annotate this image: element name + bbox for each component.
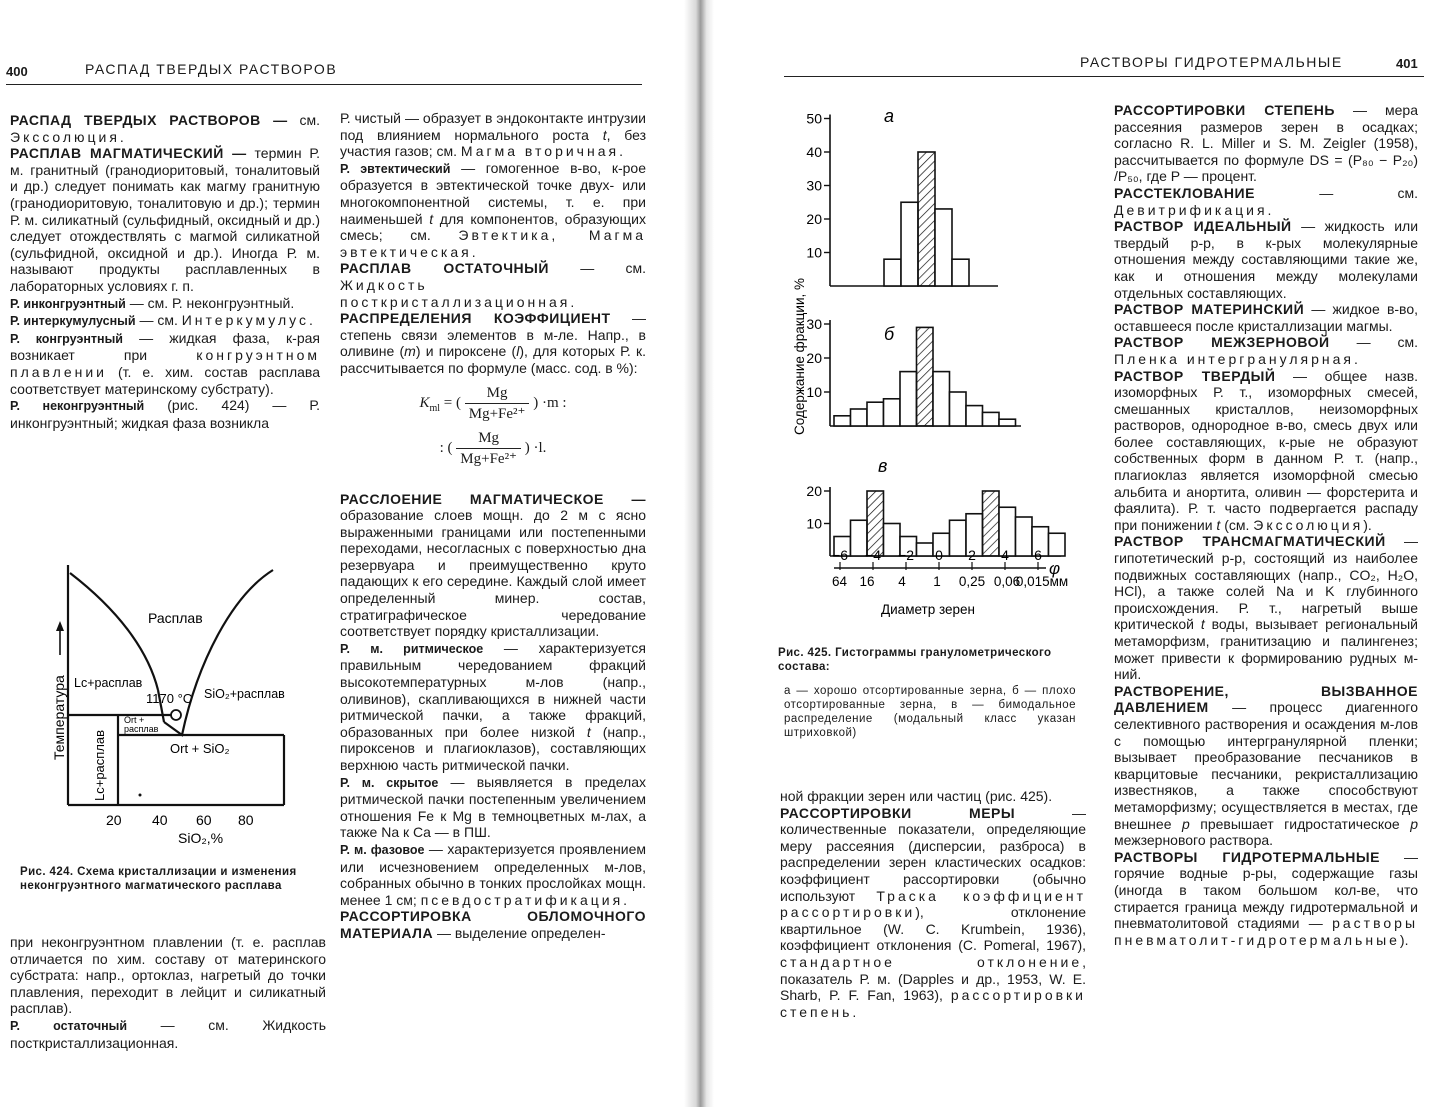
mm-tick-label: 64 <box>832 574 848 589</box>
y-axis-label: Температура <box>51 675 67 760</box>
entry-text: — количественные показатели, определяющие меру рассеяния (дисперсии, разброса) в распределении зерен кластических осадков: коэффициент рассортировки (обычно используют <box>780 804 1087 904</box>
variable-m: m <box>404 343 416 360</box>
headword: РАСТВОРЕНИЕ, ВЫЗВАННОЕ ДАВЛЕНИЕМ <box>1114 682 1418 716</box>
entry-text: для компонентов, образующих смесь; см. <box>340 210 646 244</box>
headword: РАССТЕКЛОВАНИЕ <box>1114 184 1255 201</box>
formula-equals: = <box>443 394 453 411</box>
entry-text: — гипотетический р-р, состоящий из наиболее подвижных составляющих (напр., CO₂, H₂O, HCl), а также солей Na и K глубинного происхождения. Р. т., нагретый выше критической <box>1114 533 1418 633</box>
entry-text: — характеризуется проявлением или исчезновением определенных м-лов, собранных обычно в тонких прослойках мощн. менее 1 см; <box>340 840 646 908</box>
entry <box>1114 368 1418 534</box>
subentry-term: Р. остаточный <box>10 1018 128 1033</box>
variable-t: t <box>1200 616 1205 633</box>
histogram-bar <box>950 520 967 556</box>
formula-operator: ·l. <box>533 439 547 456</box>
histogram-bar <box>1016 517 1033 556</box>
entry-text: — горячие водные р-ры, содержащие газы (иногда в таком большом кол-ве, что стирается граница между гидротермальной и пневматолитовой стадиями — <box>1114 848 1419 932</box>
entry-text: — см. <box>580 260 646 277</box>
x-tick: 40 <box>152 812 168 828</box>
subentry-term: Р. м. фазовое <box>340 842 425 857</box>
histogram-bar <box>884 259 901 286</box>
entry <box>10 397 320 431</box>
subentry-term: Р. м. ритмическое <box>340 641 484 656</box>
histogram-bar <box>901 202 918 286</box>
entry-text: Р. чистый — образует в эндоконтакте интрузии под влиянием нормального роста <box>340 110 646 143</box>
entry <box>340 841 646 908</box>
histogram-bar-modal <box>918 152 935 286</box>
histogram-bar <box>900 372 917 426</box>
header-rule <box>6 84 642 85</box>
page-number: 401 <box>1396 56 1418 71</box>
entry-text: — жидкая фаза, к-рая возникает при <box>10 329 321 364</box>
y-tick-label: 10 <box>806 244 822 261</box>
phi-tick-label: −6 <box>832 547 848 563</box>
entry-text: — жидкое в-во, оставшееся после кристаллизации магмы. <box>1114 301 1419 334</box>
label-sio2-melt: SiO₂+расплав <box>204 687 285 701</box>
entry <box>340 160 646 261</box>
histogram-bar <box>952 259 969 286</box>
label-lc-melt-vertical: Lc+расплав <box>92 729 107 801</box>
entry <box>780 805 1086 1021</box>
variable-t: t <box>1216 516 1221 533</box>
panel-label-b: б <box>884 324 895 344</box>
histogram-bar <box>933 372 950 426</box>
headword: РАСТВОР ТРАНСМАГМАТИЧЕСКИЙ <box>1114 533 1386 550</box>
cross-reference: конгруэнтном плавлении <box>10 347 320 380</box>
headword: РАСТВОРЫ ГИДРОТЕРМАЛЬНЫЕ <box>1114 848 1380 865</box>
x-tick: 80 <box>238 812 254 828</box>
subentry-term: Р. конгруэнтный <box>10 331 123 346</box>
entry <box>1114 334 1418 367</box>
headword: РАСПЛАВ МАГМАТИЧЕСКИЙ — <box>10 145 247 162</box>
entry <box>340 260 646 310</box>
entry-text: ) и пироксене ( <box>415 343 517 360</box>
entry-text: — общее назв. изоморфных Р. т., изоморфных смесей, смешанных кристаллов, неизоморфных растворов, однородное в-во, смесь двух или более составляющих, к-рые не образуют собственных форм в данном Р. т. (напр., плагиоклаз является изоморфной смесью альбита и анортита, оливин — форстерита и фаялита). Р. т. часто подвергается распаду при понижении <box>1114 367 1419 533</box>
cross-reference: Девитрификация. <box>1114 201 1275 218</box>
entry-text: — см. Р. неконгруэнтный. <box>129 294 295 311</box>
y-tick-label: 10 <box>806 384 822 400</box>
cross-reference: Эксcолюция. <box>10 128 127 145</box>
header-rule <box>784 76 1424 77</box>
entry <box>340 908 646 941</box>
entry-text: — см. Жидкость посткристаллизационная. <box>10 1016 327 1051</box>
entry-text: (см. <box>1224 516 1250 533</box>
mm-tick-label: 1 <box>933 574 941 589</box>
formula-fraction <box>465 383 530 424</box>
entry-text: — характеризуется правильным чередованием фракций высокотемпературных м-лов (напр., оливинов), скапливающихся в нижней части ритмической пачки, а также фракций, образованных при более низкой <box>340 639 646 740</box>
left-column-1-continued <box>10 934 326 1051</box>
entry <box>1114 218 1418 301</box>
entry-continuation: ной фракции зерен или частиц (рис. 425). <box>780 788 1053 804</box>
mm-tick-label: 0,06 <box>993 574 1021 589</box>
figure-424-phase-diagram <box>48 555 298 855</box>
y-tick-label: 30 <box>806 316 822 332</box>
histogram-bar <box>983 412 1000 426</box>
figure-425-histograms <box>776 90 1076 630</box>
histogram-bar <box>834 416 851 426</box>
cross-reference: стандартное отклонение <box>780 953 1083 970</box>
phi-tick-label: 0 <box>935 547 943 563</box>
subentry-term: Р. инконгруэнтный <box>10 296 126 311</box>
entry <box>340 110 646 160</box>
headword: РАСПАД ТВЕРДЫХ РАСТВОРОВ — <box>10 112 288 128</box>
mm-tick-label: 0,25 <box>958 574 986 589</box>
y-tick-label: 20 <box>806 483 822 499</box>
entry-text: — см. <box>139 312 178 329</box>
entry <box>1114 102 1418 185</box>
entry-text: ). <box>1399 931 1409 948</box>
entry-text: , показатель Р. м. (Dapples и др., 1953, W. E. Sharb, P. F. Fan, 1963), <box>780 953 1086 1004</box>
entry <box>1114 185 1418 218</box>
entry-text: — гомогенное в-во, к-рое образуется в эвтектической точке двух- или многокомпонентной системы, т. е. при наименьшей <box>340 159 647 227</box>
y-tick-label: 40 <box>806 144 822 160</box>
right-page <box>712 0 1431 1107</box>
figure-425-legend: а — хорошо отсортированные зерна, б — плохо отсортированные зерна, в — бимодальное распределение (модальный класс указан штриховкой) <box>784 685 1076 739</box>
headword: РАСПРЕДЕЛЕНИЯ КОЭФФИЦИЕНТ <box>340 310 611 327</box>
formula-symbol: K <box>419 394 430 411</box>
cross-reference: Пленка интергранулярная. <box>1114 350 1361 367</box>
cross-reference: псевдостратификация. <box>420 891 631 908</box>
panel-label-c: в <box>878 456 888 476</box>
histogram-bar-modal <box>983 491 1000 556</box>
entry-text: — выделение определен- <box>436 924 606 941</box>
running-head: РАСТВОРЫ ГИДРОТЕРМАЛЬНЫЕ <box>1080 54 1343 70</box>
peritectic-point <box>171 710 181 720</box>
liquidus-silica-curve <box>164 570 273 735</box>
mm-tick-label: 4 <box>898 574 906 589</box>
label-ort-melt: Ort + <box>124 715 145 725</box>
cross-reference: Интеркумулус. <box>181 312 316 329</box>
entry <box>10 1017 326 1051</box>
cross-reference: Эксcолюция <box>1253 516 1364 533</box>
entry-text: термин Р. м. гранитный (гранодиоритовый, тоналитовый и др.) следует понимать как магму гранитную (гранодиоритовую, тоналитовую и др.); термин Р. м. силикатный (сульфидный, оксидный и др.) следует отождествлять с магмой силикатной (сульфидной, оксидной и др.). Иногда Р. м. называют продукты расплавленных в лабораторных условиях г. п. <box>10 145 321 294</box>
y-tick-label: 30 <box>806 177 822 194</box>
headword: РАСТВОР МЕЖЗЕРНОВОЙ <box>1114 334 1330 351</box>
mm-tick-label: 0,015мм <box>1015 574 1069 589</box>
headword: РАСТВОР ТВЕРДЫЙ <box>1114 367 1276 384</box>
headword: РАСТВОР МАТЕРИНСКИЙ <box>1114 301 1305 318</box>
phi-tick-label: 2 <box>968 547 976 563</box>
x-axis-label: Диаметр зерен <box>881 602 975 617</box>
entry-text: — выявляется в пределах ритмической пачки постепенным увеличением отношения Fe к Mg в темноцветных м-лах, а также Na к Ca — в ПШ. <box>340 773 646 841</box>
y-tick-label: 50 <box>806 110 822 127</box>
subentry-term: Р. неконгруэнтный <box>10 399 145 414</box>
headword: РАСПЛАВ ОСТАТОЧНЫЙ <box>340 260 549 277</box>
entry-text: — мера рассеяния размеров зерен в осадках; согласно R. L. Miller и S. M. Zeigler (1958), рассчитывается по формуле DS = (P₈₀ − P₂₀) /P₅₀, где P — процент. <box>1114 102 1419 185</box>
temperature-arrowhead <box>56 621 64 631</box>
histogram-bars-group <box>806 111 1068 590</box>
headword: РАССОРТИРОВКА ОБЛОМОЧНОГО МАТЕРИАЛА <box>340 908 646 941</box>
numerator: Mg <box>465 383 530 404</box>
left-column-2 <box>340 110 646 942</box>
histogram-bar <box>950 392 967 426</box>
histogram-bar-modal <box>917 327 934 426</box>
entry-text: — жидкость или твердый р-р, в к-рых молекулярные отношения между составляющими такие же, как и отношения между молекулами отдельных составляющих. <box>1114 218 1419 301</box>
entry <box>10 145 320 294</box>
entry <box>340 774 646 841</box>
variable-t: t <box>586 723 591 740</box>
variable-p: p <box>1181 815 1190 832</box>
cross-reference: Жидкость посткристаллизационная. <box>340 276 578 310</box>
histogram-bar <box>1049 533 1066 556</box>
entry <box>1114 849 1418 949</box>
label-peritectic-temp: 1170 °C <box>146 691 193 706</box>
entry <box>340 310 646 376</box>
liquidus-leucite-curve <box>70 573 158 690</box>
formula-subscript: ml <box>429 402 441 414</box>
histogram-bar <box>867 402 884 426</box>
entry-text: превышает гидростатическое <box>1200 815 1400 832</box>
label-ort-melt: расплав <box>124 724 159 734</box>
histogram-bar <box>999 419 1016 426</box>
entry-text: воды, вызывает региональный метаморфизм, гранитизацию и палингенез; может привести к формированию рудных м-ний. <box>1114 616 1418 683</box>
entry-text: (т. е. хим. состав расплава соответствует материнскому субстрату). <box>10 363 320 397</box>
histogram-bar <box>917 543 934 556</box>
x-tick: 20 <box>106 812 122 828</box>
headword: РАССОРТИРОВКИ СТЕПЕНЬ <box>1114 102 1335 118</box>
numerator: Mg <box>456 428 521 449</box>
cross-reference: растворы пневматолит-гидротермальные <box>1114 915 1419 948</box>
phi-tick-label: −4 <box>865 547 881 563</box>
entry-text: — см. <box>1356 334 1419 351</box>
left-column-1 <box>10 112 320 431</box>
y-tick-label: 20 <box>806 350 822 366</box>
entry-text: межзернового раствора. <box>1114 832 1274 849</box>
subentry-term: Р. интеркумулусный <box>10 314 136 329</box>
entry <box>10 295 320 313</box>
label-lc-melt: Lc+расплав <box>74 676 143 690</box>
variable-t: t <box>602 126 607 143</box>
page-number: 400 <box>6 64 28 79</box>
subentry-term: Р. м. скрытое <box>340 775 439 790</box>
right-column-1 <box>780 788 1086 1020</box>
label-ort-sio2: Ort + SiO₂ <box>170 741 230 756</box>
y-tick-label: 20 <box>806 211 822 227</box>
histogram-bar <box>935 209 952 286</box>
subentry-term: Р. эвтектический <box>340 161 451 176</box>
phi-symbol: φ <box>1049 559 1061 578</box>
entry <box>1114 683 1418 849</box>
formula-operator: ·m : <box>541 394 567 411</box>
partition-coefficient-formula: $K_{ml}$ = ( $\frac{Mg}{\text{Mg+Fe²⁺}}$ ) ·m : : ( $\frac{Mg}{\text{Mg+Fe²⁺}}$ ) ·l. <box>419 384 567 467</box>
label-melt: Расплав <box>148 610 203 626</box>
x-tick: 60 <box>196 812 212 828</box>
denominator: Mg+Fe²⁺ <box>468 405 526 422</box>
formula-fraction <box>456 428 521 469</box>
denominator: Mg+Fe²⁺ <box>460 450 517 467</box>
phi-tick-label: 6 <box>1034 547 1042 563</box>
entry-text: (напр., пироксенов и плагиоклазов), составляющих верхнюю часть ритмической пачки. <box>340 723 647 773</box>
entry <box>10 312 320 330</box>
entry-text: ). <box>1363 516 1372 533</box>
phi-tick-label: 4 <box>1001 547 1009 563</box>
entry <box>340 491 646 640</box>
y-axis-label: Содержание фракции, % <box>792 278 807 435</box>
figure-424-caption <box>20 865 326 893</box>
entry <box>10 112 320 145</box>
histogram-bar <box>966 406 983 426</box>
entry-text: образование слоев мощн. до 2 м с ясно выраженными границами или постепенными переходами, несогласных с поверхностью дна резервуара и преимущественно круто падающих к его середине. Каждый слой имеет определенный минер. состав, стратиграфическое чередование соответствует порядку кристаллизации. <box>340 507 646 640</box>
y-tick-label: 10 <box>806 515 822 532</box>
entry-text: ), отклонение квартильное (W. C. Krumbein, 1936), коэффициент отклонения (C. Pomeral, 1967), <box>780 904 1086 954</box>
cross-reference: Траска коэффициент рассортировки <box>780 887 1086 921</box>
right-column-2 <box>1114 102 1418 948</box>
caption-text: Рис. 425. Гистограммы гранулометрического состава: <box>778 647 1052 673</box>
phi-tick-label: −2 <box>898 547 914 563</box>
histogram-bar <box>851 409 868 426</box>
variable-p: p <box>1410 815 1418 832</box>
entry-text: — см. <box>1319 184 1419 201</box>
entry <box>1114 301 1418 334</box>
cross-reference: Эвтектика, Магма эвтектическая. <box>340 227 647 260</box>
variable-l: l <box>516 343 520 360</box>
cross-reference: Магма вторичная. <box>460 143 626 160</box>
left-page <box>0 0 690 1107</box>
entry <box>1114 533 1418 682</box>
x-axis-label: SiO₂,% <box>178 830 224 846</box>
entry-text: см. <box>299 112 320 128</box>
entry <box>10 330 320 397</box>
figure-425-caption <box>778 646 1078 674</box>
entry-text: , без участия газов; см. <box>340 126 646 160</box>
cross-reference: рассортировки степень. <box>780 987 1086 1020</box>
histogram-bar <box>884 399 901 426</box>
headword: РАССОРТИРОВКИ МЕРЫ <box>780 804 1016 821</box>
caption-text: Рис. 424. Схема кристаллизации и изменения неконгруэнтного магматического расплава <box>20 866 297 892</box>
panel-label-a: а <box>884 106 895 126</box>
entry-text: — процесс диагенного селективного растворения и осаждения м-лов с помощью интергранулярной пленки; вызывает преобразование песчаников в кварцитовые песчаники, рекристаллизацию известняков, а также способствуют метаморфизму; осуществляется в местах, где внешнее <box>1114 699 1418 832</box>
variable-t: t <box>429 210 434 227</box>
entry-continuation: при неконгруэнтном плавлении (т. е. расплав отличается по хим. составу от материнского субстрата: напр., ортоклаз, нагретый до точки плавления, переходит в лейцит и силикатный расплав). <box>10 934 326 1017</box>
entry-text: ), для которых Р. к. рассчитывается по формуле (масс. сод. в %): <box>340 343 646 376</box>
headword: РАСТВОР ИДЕАЛЬНЫЙ <box>1114 218 1292 235</box>
entry-text: (рис. 424) — Р. инконгруэнтный; жидкая фаза возникла <box>10 397 320 431</box>
running-head: РАСПАД ТВЕРДЫХ РАСТВОРОВ <box>85 61 338 77</box>
mm-tick-label: 16 <box>859 574 875 589</box>
entry <box>340 640 646 774</box>
headword: РАССЛОЕНИЕ МАГМАТИЧЕСКОЕ — <box>340 490 646 507</box>
entry-text: — степень связи элементов в м-ле. Напр., в оливине ( <box>340 310 647 360</box>
